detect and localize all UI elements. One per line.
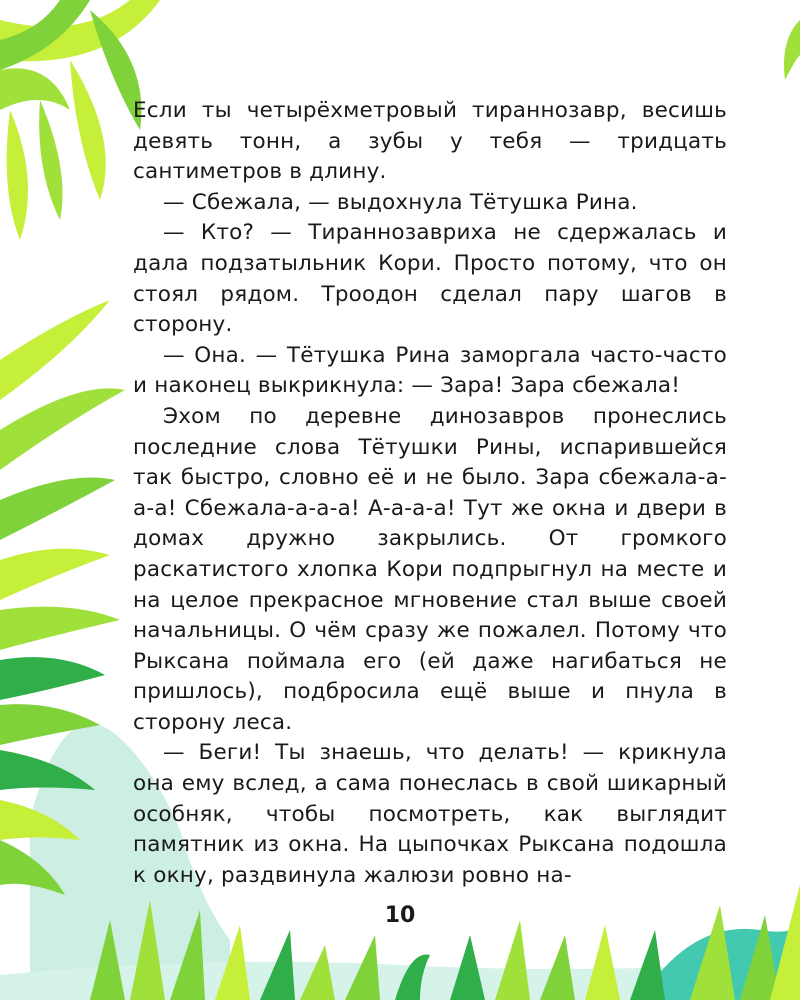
paragraph: — Она. — Тётушка Рина заморгала часто-часто и наконец выкрикнула: — Зара! Зара сбежала! [133,342,727,399]
paragraph: — Кто? — Тираннозавриха не сдержалась и дала подзатыльник Кори. Просто потому, что он стоял рядом. Троодон сделал пару шагов в сторону. [133,220,727,338]
paragraph: — Беги! Ты знаешь, что делать! — крикнула она ему вслед, а сама понеслась в свой шикарный особняк, чтобы посмотреть, как выглядит памятник из окна. На цыпочках Рыксана подошла к окну, раздвинула жалюзи ровно на- [133,740,727,888]
paragraph: Эхом по деревне динозавров пронеслись последние слова Тётушки Рины, испарившейся так быстро, словно её и не было. Зара сбежала-а-а-а! Сбежала-а-а-а! А-а-а-а! Тут же окна и двери в домах дружно закрылись. От громкого раскатистого хлопка Кори подпрыгнул на месте и на целое прекрасное мгновение стал выше своей начальницы. О чём сразу же пожалел. Потому что Рыксана поймала его (ей даже нагибаться не пришлось), подбросила ещё выше и пнула в сторону леса. [133,403,727,735]
story-text [133,96,727,891]
top-right-frond [784,20,800,80]
page-number: 10 [384,903,416,928]
paragraph: Если ты четырёхметровый тираннозавр, весишь девять тонн, а зубы у тебя — тридцать сантиметров в длину. [133,98,727,185]
paragraph: — Сбежала, — выдохнула Тётушка Рина. [163,189,638,215]
